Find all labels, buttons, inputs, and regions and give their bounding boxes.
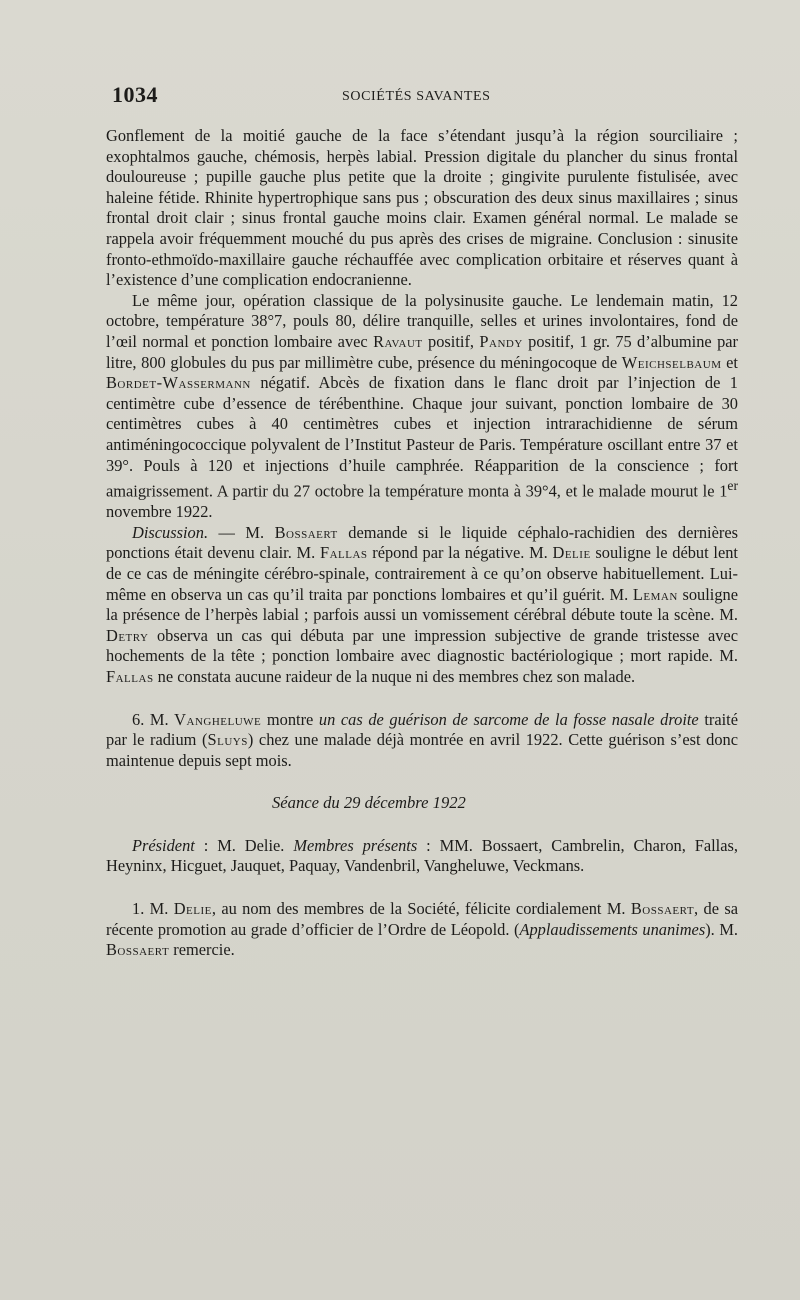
author-name: Delie [173,899,212,919]
author-name: Pandy [479,331,523,351]
author-name: Sluys [207,730,248,750]
members-label: Membres présents [293,835,418,855]
case-title: un cas de guérison de sarcome de la fosse nasale droite [318,709,699,729]
author-name: Ravaut [373,331,423,351]
applause-note: Applaudissements unanimes [519,919,706,939]
paragraph-attendance: Président : M. Delie. Membres présents : MM. Bossaert, Cambrelin, Charon, Fallas, Heyninx, Hicguet, Jauquet, Paquay, Vandenbril, Vangheluwe, Veckmans. [106,835,738,876]
author-name: Weichselbaum [621,352,722,372]
author-name: Vangheluwe [174,709,262,729]
author-name: Delie [552,543,591,563]
author-name: Leman [632,584,678,604]
superscript: er [727,478,738,494]
author-name: Fallas [319,543,368,563]
author-name: Bossaert [106,940,170,960]
paragraph-item-1: 1. M. Delie, au nom des membres de la Société, félicite cordialement M. Bossaert, de sa récente promotion au grade d’officier de l’Ordre de Léopold. (Applaudissements unanimes). M. Bossaert remercie. [106,899,739,960]
page-number: 1034 [112,82,158,107]
president-label: Président [132,835,195,855]
paragraph-discussion: Discussion. — M. Bossaert demande si le liquide céphalo-rachidien des dernières ponctions était devenu clair. M. Fallas répond par la négative. M. Delie souligne le début lent de ce cas de méningite cérébro-spinale, contrairement à ce qu’on observe habituellement. Lui-même en observa un cas qu’il traita par ponctions lombaires et qu’il guérit. M. Leman souligne la présence de l’herpès labial ; parfois aussi un vomissement cérébral débute toute la scène. M. Detry observa un cas qui débuta par une impression subjective de grande tristesse avec hochements de la tête ; ponction lombaire avec diagnostic bactériologique ; mort rapide. M. Fallas ne constata aucune raideur de la nuque ni des membres chez son malade. [106,522,739,686]
session-heading: Séance du 29 décembre 1922 [272,793,466,813]
discussion-label: Discussion. [132,522,209,542]
author-name: Bossaert [274,522,338,542]
author-name: Bordet-Wassermann [106,373,251,393]
author-name: Bossaert [630,899,695,919]
author-name: Detry [106,625,149,645]
paragraph-item-6: 6. M. Vangheluwe montre un cas de guérison de sarcome de la fosse nasale droite traité par le radium (Sluys) chez une malade déjà montrée en avril 1922. Cette guérison s’est donc maintenue depuis sept mois. [106,709,739,770]
paragraph-treatment-course: Le même jour, opération classique de la polysinusite gauche. Le lendemain matin, 12 octobre, température 38°7, pouls 80, délire tranquille, selles et urines involontaires, fond de l’œil normal et ponction lombaire avec Ravaut positif, Pandy positif, 1 gr. 75 d’albumine par litre, 800 globules du pus par millimètre cube, présence du méningocoque de Weichselbaum et Bordet-Wassermann négatif. Abcès de fixation dans le flanc droit par l’injection de 1 centimètre cube d’essence de térébenthine. Chaque jour suivant, ponction lombaire de 30 centimètres cubes à 40 centimètres cubes et injection intrarachidienne de sérum antiméningococcique polyvalent de l’Institut Pasteur de Paris. Température oscillant entre 37 et 39°. Pouls à 120 et injections d’huile camphrée. Réapparition de la conscience ; fort amaigrissement. A partir du 27 octobre la température monta à 39°4, et le malade mourut le 1er novembre 1922. [106,290,738,522]
running-header [0,82,800,112]
running-title: SOCIÉTÉS SAVANTES [342,89,491,104]
paragraph-case-findings: Gonflement de la moitié gauche de la face s’étendant jusqu’à la région sourciliaire ; exophtalmos gauche, chémosis, herpès labial. Pression digitale du plancher du sinus frontal douloureuse ; pupille gauche plus petite que la droite ; gingivite purulente fistulisée, avec haleine fétide. Rhinite hypertrophique sans pus ; obscuration des deux sinus maxillaires ; sinus frontal droit clair ; sinus frontal gauche moins clair. Examen général normal. Le malade se rappela avoir fréquemment mouché du pus après des crises de migraine. Conclusion : sinusite fronto-ethmoïdo-maxillaire gauche réchauffée avec complication orbitaire et réserves quant à l’existence d’une complication endocranienne. [106,126,738,290]
body-text [106,126,738,961]
author-name: Fallas [106,666,154,686]
